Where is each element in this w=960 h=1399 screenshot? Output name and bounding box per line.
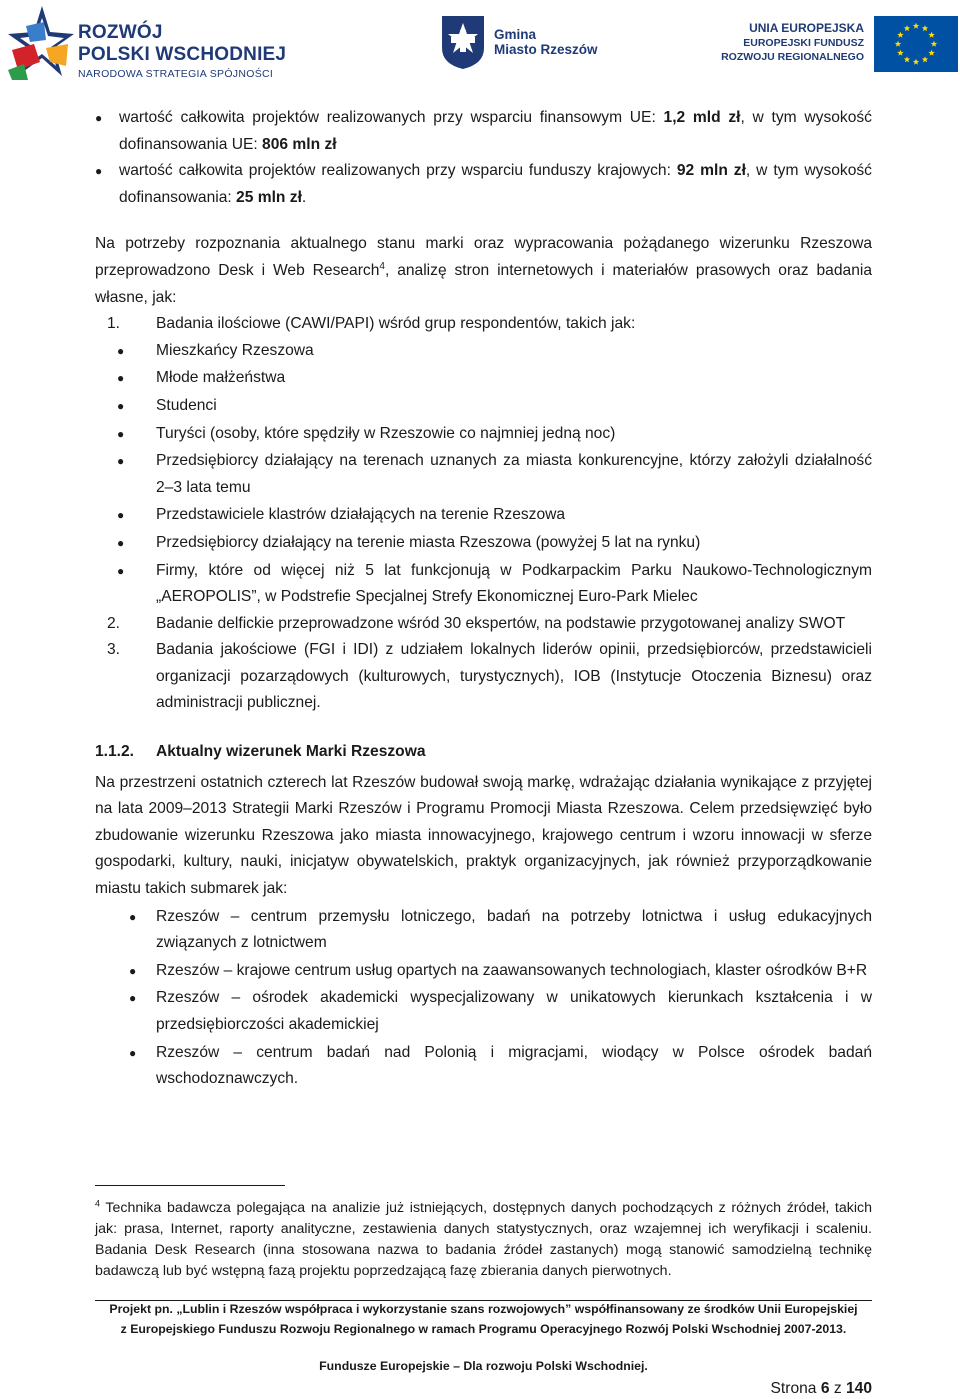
footnote: [95, 1198, 872, 1282]
item-text: Rzeszów – ośrodek akademicki wyspecjalizowany w unikatowych kierunkach kształcenia i w przedsiębiorczości akademickiej: [156, 989, 872, 1033]
item-text: Rzeszów – centrum przemysłu lotniczego, badań na potrzeby lotnictwa i usług edukacyjnych związanych z lotnictwem: [156, 907, 872, 952]
item-text: Przedsiębiorcy działający na terenie miasta Rzeszowa (powyżej 5 lat na rynku): [156, 533, 701, 551]
intro-paragraph: [95, 231, 872, 311]
page-label: Strona: [770, 1380, 821, 1397]
footnote-reference[interactable]: 4: [379, 260, 385, 272]
bold-value: 806 mln zł: [262, 135, 337, 153]
bullet-icon: ●: [117, 563, 125, 578]
bullet-icon: ●: [117, 535, 125, 550]
list-item: [95, 958, 872, 985]
logo-text-line: Miasto Rzeszów: [494, 42, 598, 57]
bullet-icon: ●: [129, 991, 137, 1006]
bullet-icon: ●: [95, 111, 103, 125]
list-item: [95, 502, 872, 529]
logo-text-line: EUROPEJSKI FUNDUSZ: [743, 37, 864, 49]
footnote-separator: [95, 1185, 285, 1186]
logo-text-line: POLSKI WSCHODNIEJ: [78, 44, 287, 65]
item-text: Przedstawiciele klastrów działających na terenie Rzeszowa: [156, 506, 566, 524]
numbered-item: [95, 311, 872, 338]
document-body: [95, 105, 872, 1093]
text-span: , w tym wysokość dofinansowania:: [119, 162, 872, 206]
bold-value: 25 mln zł: [236, 188, 302, 206]
footer-rule: [95, 1300, 872, 1301]
bullet-icon: ●: [117, 343, 125, 358]
footnote-text: Technika badawcza polegająca na analizie już istniejących, dostępnych danych pochodzących z różnych źródeł, takich jak: prasa, Internet, raporty analityczne, zestawienia danych statystycznych, oraz wzajemnej ich weryfikacji i scaleniu. Badania Desk Research (inna stosowana nazwa to badania źródeł zastanych) mogą stanowić samodzielną technikę badawczą lub być wstępną fazą projektu poprzedzającą fazę zbierania danych pierwotnych.: [95, 1200, 872, 1279]
list-item: [95, 158, 872, 211]
list-item: [95, 558, 872, 611]
bold-value: 1,2 mld zł: [663, 109, 741, 126]
list-item: [95, 393, 872, 420]
numbered-item: [95, 611, 872, 638]
item-text: Młode małżeństwa: [156, 369, 286, 387]
item-text: Rzeszów – krajowe centrum usług opartych na zaawansowanych technologiach, klaster ośrodków B+R: [156, 961, 868, 979]
city-crest-icon: [440, 14, 486, 70]
item-text: Studenci: [156, 396, 217, 414]
list-item: [95, 365, 872, 392]
item-text: Przedsiębiorcy działający na terenach uznanych za miasta konkurencyjne, którzy założyli działalność 2–3 lata temu: [156, 452, 872, 496]
logo-text-line: Gmina: [494, 27, 537, 42]
text-span: wartość całkowita projektów realizowanych przy wsparciu funduszy krajowych:: [119, 162, 677, 180]
item-text: Turyści (osoby, które spędziły w Rzeszowie co najmniej jedną noc): [156, 424, 616, 442]
list-item: [95, 985, 872, 1038]
numbered-item: [95, 637, 872, 717]
list-item: [95, 338, 872, 365]
item-text: Firmy, które od więcej niż 5 lat funkcjonują w Podkarpackim Parku Naukowo-Technologicznym „AEROPOLIS”, w Podstrefie Specjalnej Strefy Ekonomicznej Euro-Park Mielec: [156, 561, 872, 606]
list-item: [95, 904, 872, 957]
text-span: , analizę stron internetowych i materiałów prasowych oraz badania własne, jak:: [95, 261, 873, 306]
item-text: Badania jakościowe (FGI i IDI) z udziałem lokalnych liderów opinii, przedsiębiorców, przedstawicieli organizacji pozarządowych (kulturowych, turystycznych), IOB (Instytucje Otoczenia Biznesu) oraz administracji publicznej.: [156, 641, 872, 712]
bullet-icon: ●: [117, 454, 125, 469]
item-text: Badania ilościowe (CAWI/PAPI) wśród grup respondentów, takich jak:: [156, 315, 636, 333]
list-item: [95, 448, 872, 501]
total-pages: 140: [845, 1380, 872, 1397]
item-number: 1.: [107, 315, 121, 333]
bullet-icon: ●: [129, 1045, 137, 1060]
item-number: 3.: [107, 641, 121, 659]
text-span: wartość całkowita projektów realizowanych przy wsparciu finansowym UE:: [119, 109, 664, 126]
item-number: 2.: [107, 614, 121, 632]
eu-flag-icon: [874, 16, 958, 72]
footnote-number: 4: [95, 1198, 101, 1209]
bullet-icon: ●: [117, 398, 125, 413]
bullet-icon: ●: [129, 963, 137, 978]
logo-text-line: ROZWÓJ: [78, 22, 163, 43]
logo-text-line: ROZWOJU REGIONALNEGO: [721, 51, 864, 63]
current-page: 6: [820, 1380, 830, 1397]
star-emblem-icon: [6, 4, 76, 82]
text-span: , w tym wysokość dofinansowania UE:: [119, 109, 872, 153]
page-number: [771, 1380, 872, 1398]
page-header: [0, 0, 960, 85]
logo-text-line: NARODOWA STRATEGIA SPÓJNOŚCI: [78, 68, 274, 80]
section-number: 1.1.2.: [95, 743, 135, 761]
bullet-icon: ●: [117, 371, 125, 386]
text-span: .: [301, 188, 307, 206]
item-text: Rzeszów – centrum badań nad Polonią i migracjami, wiodący w Polsce ośrodek badań wschodoznawczych.: [156, 1043, 872, 1088]
footer-funds-line: Fundusze Europejskie – Dla rozwoju Polski Wschodniej.: [319, 1359, 648, 1373]
bullet-icon: ●: [117, 508, 125, 523]
footer-project-line: z Europejskiego Funduszu Rozwoju Regionalnego w ramach Programu Operacyjnego Rozwój Polski Wschodniej 2007-2013.: [120, 1322, 847, 1336]
bullet-icon: ●: [117, 426, 125, 441]
section-heading: [95, 739, 872, 766]
list-item: [95, 1040, 872, 1093]
eu-logo: [720, 16, 960, 72]
bullet-icon: ●: [95, 164, 103, 179]
gmina-rzeszow-logo: [440, 14, 610, 72]
list-item: [95, 421, 872, 448]
rozwoj-polski-wschodniej-logo: [6, 4, 306, 82]
footer-project-line: Projekt pn. „Lublin i Rzeszów współpraca i wykorzystanie szans rozwojowych” współfinansowany ze środków Unii Europejskiej: [109, 1302, 858, 1316]
item-text: Badanie delfickie przeprowadzone wśród 30 ekspertów, na podstawie przygotowanej analizy SWOT: [156, 614, 846, 632]
section-title: Aktualny wizerunek Marki Rzeszowa: [156, 743, 426, 761]
list-item: [95, 530, 872, 557]
text-span: Na potrzeby rozpoznania aktualnego stanu marki oraz wypracowania pożądanego wizerunku Rzeszowa przeprowadzono Desk i Web Research: [95, 235, 872, 279]
item-text: Mieszkańcy Rzeszowa: [156, 341, 314, 359]
logo-text-line: UNIA EUROPEJSKA: [749, 21, 864, 35]
list-item: [95, 105, 872, 158]
bullet-icon: ●: [129, 909, 137, 924]
page-separator: z: [829, 1380, 846, 1397]
bold-value: 92 mln zł: [676, 162, 746, 180]
section-paragraph: Na przestrzeni ostatnich czterech lat Rzeszów budował swoją markę, wdrażając działania wynikające z przyjętej na lata 2009–2013 Strategii Marki Rzeszów i Programu Promocji Miasta Rzeszowa. Celem przedsięwzięć było zbudowanie wizerunku Rzeszowa jako miasta innowacyjnego, krajowego centrum i wzoru innowacji w sferze gospodarki, kultury, nauki, inicjatyw obywatelskich, praktyk organizacyjnych, jak również przyporządkowanie miastu takich submarek jak:: [95, 773, 872, 898]
